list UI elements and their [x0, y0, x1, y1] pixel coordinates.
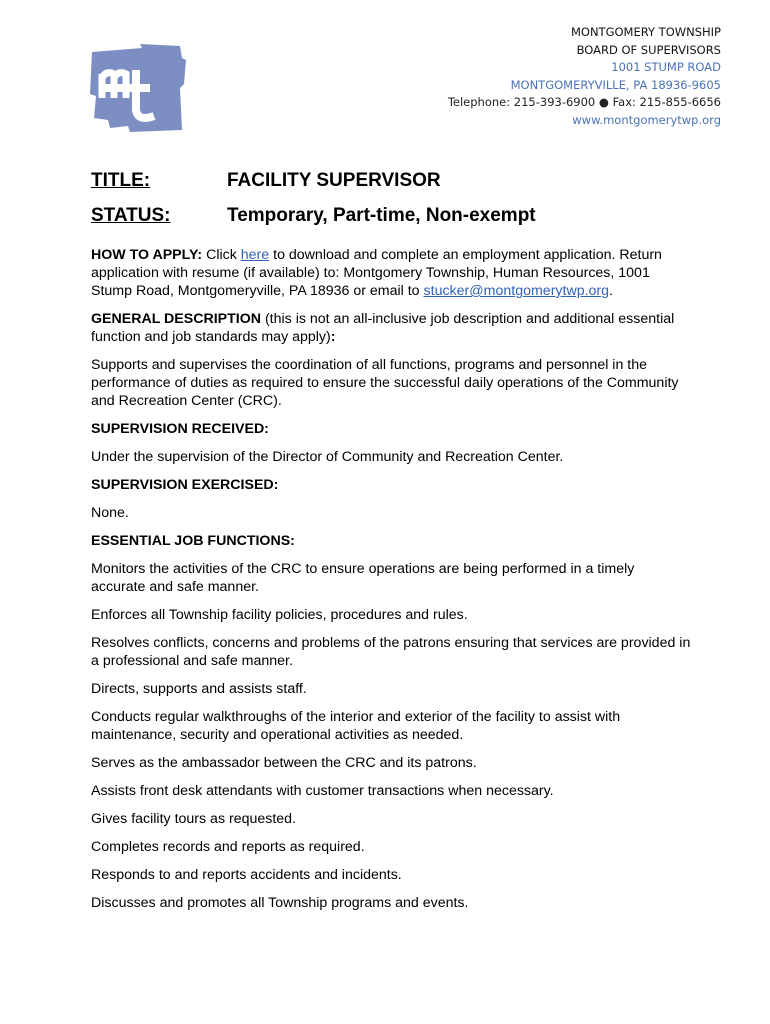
- township-logo: [90, 44, 186, 134]
- essential-function-item: Directs, supports and assists staff.: [91, 681, 307, 697]
- org-name: MONTGOMERY TOWNSHIP: [570, 25, 721, 39]
- supervision-received-label: SUPERVISION RECEIVED:: [91, 421, 269, 437]
- supervision-received-text: Under the supervision of the Director of Community and Recreation Center.: [91, 449, 564, 465]
- how-to-apply-end: .: [609, 283, 613, 299]
- supervision-exercised-heading: [91, 476, 691, 494]
- job-title: FACILITY SUPERVISOR: [227, 170, 441, 191]
- how-to-apply-label: HOW TO APPLY:: [91, 247, 203, 263]
- essential-function-item: Conducts regular walkthroughs of the interior and exterior of the facility to assist with maintenance, security and operational activities as needed.: [91, 709, 621, 743]
- general-description-text: Supports and supervises the coordination of all functions, programs and personnel in the performance of duties as required to ensure the successful daily operations of the Community and Recreation Center (CRC).: [91, 357, 679, 409]
- essential-functions-label: ESSENTIAL JOB FUNCTIONS:: [91, 533, 295, 549]
- email-link[interactable]: stucker@montgomerytwp.org: [423, 283, 610, 299]
- general-description-label: GENERAL DESCRIPTION: [91, 311, 262, 327]
- title-label: TITLE:: [91, 170, 151, 191]
- phone-fax: Telephone: 215-393-6900 ● Fax: 215-855-6656: [447, 95, 721, 109]
- address-line-2: MONTGOMERYVILLE, PA 18936-9605: [510, 77, 721, 92]
- board-name: BOARD OF SUPERVISORS: [576, 42, 721, 57]
- supervision-exercised-text: None.: [91, 505, 129, 521]
- essential-function-item: Monitors the activities of the CRC to ensure operations are being performed in a timely accurate and safe manner.: [91, 561, 635, 595]
- general-description-note: (this is not an all-inclusive job description and additional essential function and job standards may apply): [91, 311, 675, 345]
- website-link[interactable]: www.montgomerytwp.org: [572, 112, 721, 127]
- how-to-apply-text: Click: [202, 247, 241, 263]
- address-line-1: 1001 STUMP ROAD: [611, 60, 721, 74]
- letterhead: [448, 24, 721, 129]
- application-link[interactable]: here: [240, 247, 270, 263]
- job-status: Temporary, Part-time, Non-exempt: [227, 205, 536, 226]
- supervision-exercised-label: SUPERVISION EXERCISED:: [91, 477, 279, 493]
- essential-function-item: Assists front desk attendants with customer transactions when necessary.: [91, 783, 554, 799]
- essential-function-item: Serves as the ambassador between the CRC and its patrons.: [91, 755, 477, 771]
- township-logo-graphic: [90, 44, 186, 134]
- how-to-apply-text-2: to download and complete an employment application. Return application with resume (if available) to: Montgomery Township, Human Resources, 1001 Stump Road, Montgomeryville, PA 18936 or email to: [91, 247, 662, 299]
- essential-function-item: Discusses and promotes all Township programs and events.: [91, 895, 469, 911]
- essential-function-item: Enforces all Township facility policies, procedures and rules.: [91, 607, 468, 623]
- essential-functions-heading: [91, 532, 691, 550]
- status-label: STATUS:: [91, 205, 171, 226]
- essential-function-item: Resolves conflicts, concerns and problems of the patrons ensuring that services are provided in a professional and safe manner.: [91, 635, 691, 669]
- supervision-received-heading: [91, 420, 691, 438]
- job-description-body: [91, 246, 691, 922]
- how-to-apply: [91, 246, 691, 300]
- general-description-heading: [91, 310, 691, 346]
- general-description-colon: :: [330, 329, 336, 345]
- essential-function-item: Gives facility tours as requested.: [91, 811, 297, 827]
- essential-function-item: Completes records and reports as required.: [91, 839, 365, 855]
- essential-function-item: Responds to and reports accidents and incidents.: [91, 867, 402, 883]
